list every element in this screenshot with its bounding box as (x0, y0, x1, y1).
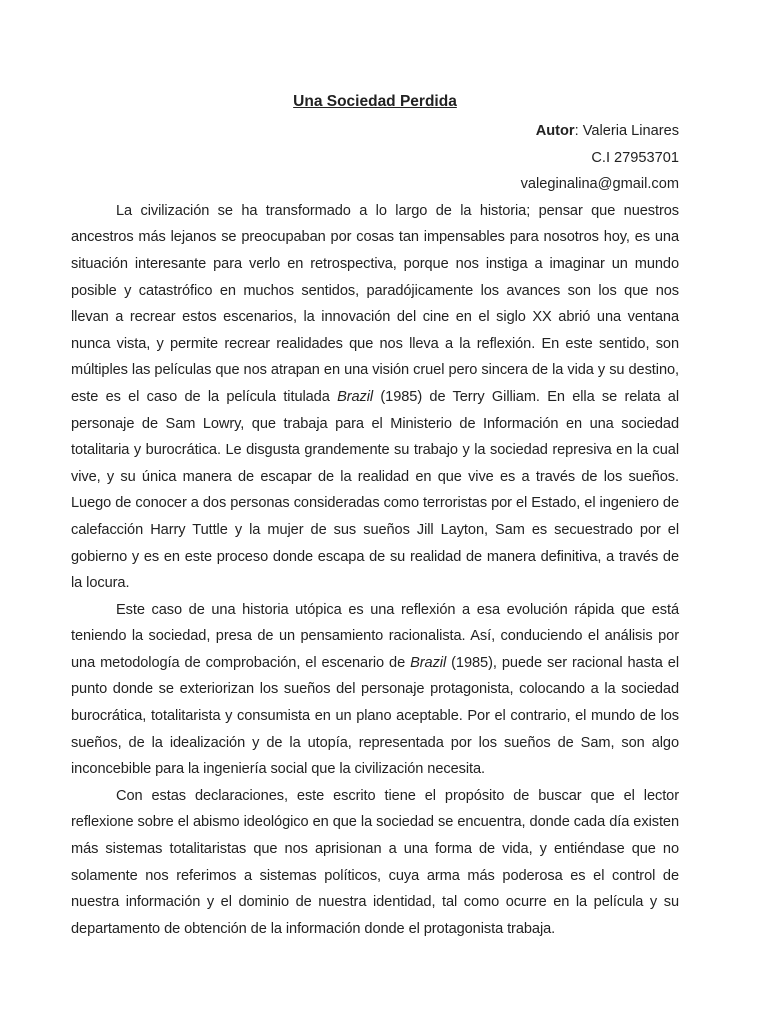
author-line (71, 118, 679, 145)
author-label: Autor (535, 123, 575, 139)
id-number: C.I 27953701 (591, 149, 679, 166)
author-separator: : (574, 123, 583, 139)
paragraph-2 (71, 597, 679, 783)
paragraph-1-text-b: (1985) de Terry Gilliam. En ella se relata al personaje de Sam Lowry, que trabaja para el Ministerio de Información en una sociedad totalitaria y burocrática. Le disgusta grandemente su trabajo y la sociedad represiva en la cual vive, y su única manera de escapar de la realidad en que vive es a través de los sueños. Luego de conocer a dos personas consideradas como terroristas por el Estado, el ingeniero de calefacción Harry Tuttle y la mujer de sus sueños Jill Layton, Sam es secuestrado por el gobierno y es en este proceso donde escapa de su realidad de manera definitiva, a través de la locura. (71, 388, 680, 592)
paragraph-1-text-a: La civilización se ha transformado a lo largo de la historia; pensar que nuestros ancestros más lejanos se preocupaban por cosas tan impensables para nosotros hoy, es una situación interesante para verlo en retrospectiva, porque nos instiga a imaginar un mundo posible y catastrófico en muchos sentidos, paradójicamente los avances son los que nos llevan a recrear estos escenarios, la innovación del cine en el siglo XX abrió una ventana nunca vista, y permite recrear realidades que nos lleva a la reflexión. En este sentido, son múltiples las películas que nos atrapan en una visión cruel pero sincera de la vida y su destino, este es el caso de la película titulada (71, 202, 679, 405)
paragraph-2-text-b: (1985), puede ser racional hasta el punto donde se exteriorizan los sueños del personaje protagonista, colocando a la sociedad burocrática, totalitarista y consumista en un plano aceptable. Por el contrario, el mundo de los sueños, de la idealización y de la utopía, representada por los sueños de Sam, son algo inconcebible para la ingeniería social que la civilización necesita. (71, 654, 679, 778)
document-page (71, 90, 679, 942)
paragraph-1-film-title: Brazil (337, 388, 374, 405)
document-title: Una Sociedad Perdida (293, 93, 457, 110)
paragraph-3 (71, 783, 679, 943)
author-email: valeginalina@gmail.com (520, 176, 679, 193)
paragraph-3-text: Con estas declaraciones, este escrito tiene el propósito de buscar que el lector reflexione sobre el abismo ideológico en que la sociedad se encuentra, donde cada día existen más sistemas totalitaristas que nos aprisionan a una forma de vida, y entiéndase que no solamente nos referimos a sistemas políticos, cuya arma más poderosa es el control de nuestra información y el dominio de nuestra identidad, tal como ocurre en la película y su departamento de obtención de la información donde el protagonista trabaja. (71, 787, 679, 937)
paragraph-2-film-title: Brazil (410, 654, 447, 671)
paragraph-1 (71, 198, 679, 597)
paragraph-2-text-a: Este caso de una historia utópica es una reflexión a esa evolución rápida que está teniendo la sociedad, presa de un pensamiento racionalista. Así, conduciendo el análisis por una metodología de comprobación, el escenario de (71, 601, 679, 671)
author-name: Valeria Linares (582, 123, 679, 139)
